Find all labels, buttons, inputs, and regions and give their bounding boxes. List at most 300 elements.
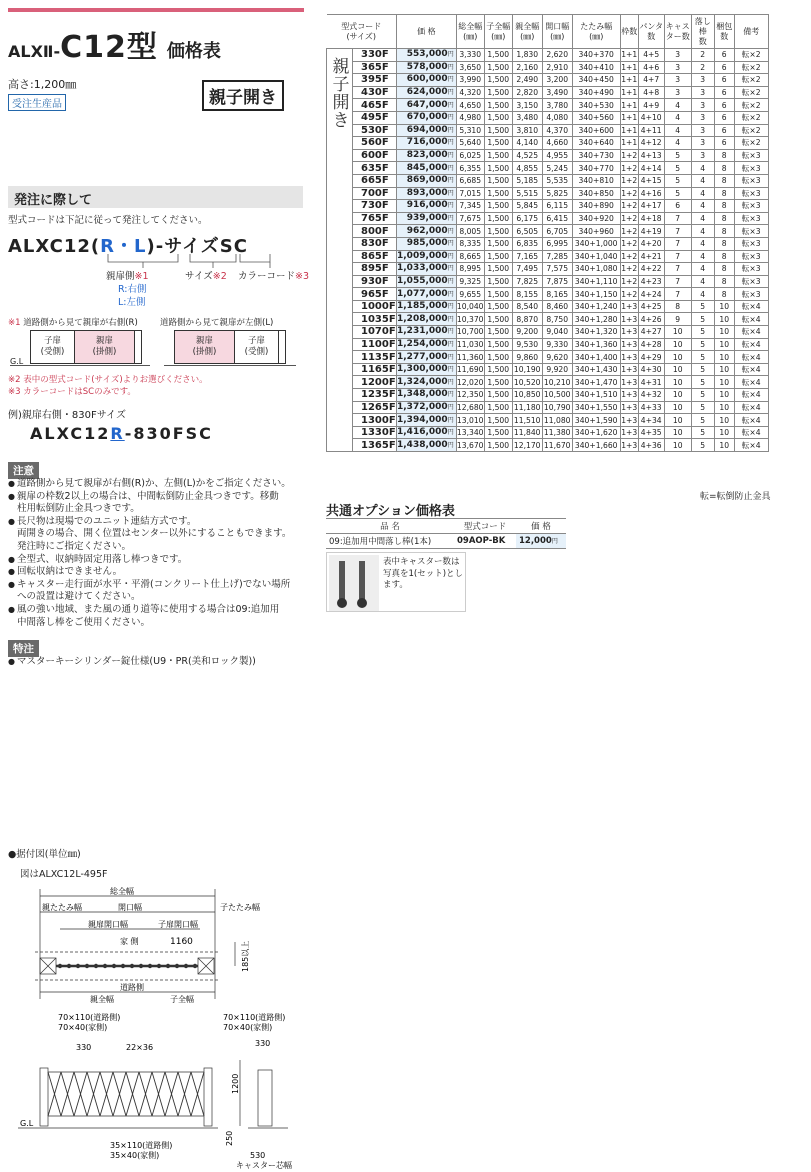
cell-value: 2,490 (512, 74, 542, 87)
cell-code: 1200F (353, 376, 397, 389)
table-row (327, 187, 769, 200)
table-row (327, 351, 769, 364)
cell-value: 1+1 (621, 100, 638, 110)
cell-value: 4+16 (638, 187, 664, 200)
cell-code: 560F (353, 137, 397, 150)
cell-value: 6,025 (456, 149, 484, 162)
annotation-size (185, 268, 227, 282)
plan-parent-width: 親全幅 (90, 995, 114, 1004)
gate-diagram-right (30, 330, 142, 364)
options-title: 共通オプション価格表 (326, 504, 455, 519)
cell-value: 5,535 (542, 174, 572, 187)
pantograph-node (58, 964, 62, 968)
table-row (327, 137, 769, 150)
cell-price (397, 137, 457, 150)
parent-door-cell-l (175, 331, 235, 363)
cell-value: 10 (714, 351, 734, 364)
price-yen: 円 (447, 391, 454, 399)
cell-value: 4+8 (638, 86, 664, 99)
th-caster: キャス ター数 (664, 15, 691, 49)
price-value: 1,185,000 (397, 301, 448, 312)
cell-value: 転×4 (734, 439, 768, 452)
price-yen: 円 (447, 441, 454, 449)
caster-note-box (326, 552, 466, 612)
cell-code: 965F (353, 288, 397, 301)
cell-value: 4,650 (456, 99, 484, 112)
cell-value: 4 (664, 99, 691, 112)
cell-price (397, 225, 457, 238)
cell-value: 5 (691, 351, 714, 364)
cell-value: 8 (714, 174, 734, 187)
cell-value: 1,500 (484, 111, 512, 124)
cell-value: 2,620 (542, 49, 572, 62)
cell-value: 1,500 (484, 401, 512, 414)
cell-price (397, 376, 457, 389)
cell-value: 4,955 (542, 149, 572, 162)
cell-value: 1,500 (484, 351, 512, 364)
cell-value: 5 (691, 376, 714, 389)
parent-door-sub-l: (掛側) (192, 347, 217, 357)
cell-value: 4 (664, 124, 691, 137)
price-yen: 円 (447, 76, 454, 84)
elev-post-a-road: 70×110(道路側) (58, 1013, 121, 1022)
cell-value: 4 (691, 187, 714, 200)
cell-value: 4+11 (638, 124, 664, 137)
cell-value: 1+3 (621, 302, 638, 312)
child-door-sub: (受側) (40, 347, 65, 357)
price-value: 670,000 (406, 112, 448, 123)
example-code (30, 424, 213, 443)
cell-value: 4+34 (638, 414, 664, 427)
table-row (327, 300, 769, 313)
cell-price (397, 200, 457, 213)
cell-value: 10 (664, 389, 691, 402)
cell-value: 340+600 (572, 124, 620, 137)
price-value: 916,000 (406, 200, 448, 211)
child-door-sub-l: (受側) (244, 347, 269, 357)
cell-code: 600F (353, 149, 397, 162)
cell-value: 1+1 (621, 62, 638, 72)
cell-value: 1+1 (621, 50, 638, 60)
plan-view-diagram (30, 884, 300, 1004)
cell-value: 転×3 (734, 149, 768, 162)
cell-value: 10 (664, 351, 691, 364)
price-value: 985,000 (406, 238, 448, 249)
cell-value: 1,500 (484, 338, 512, 351)
cell-value: 7 (664, 288, 691, 301)
options-row (326, 534, 566, 549)
cell-value: 転×3 (734, 200, 768, 213)
vertical-label-cell (327, 49, 353, 452)
pantograph-node (103, 964, 107, 968)
annotation-color (238, 268, 309, 282)
table-row (327, 174, 769, 187)
cell-value: 10,790 (543, 402, 571, 412)
cell-value: 10,520 (513, 377, 541, 387)
cell-value: 1+3 (621, 428, 638, 438)
cell-price (397, 414, 457, 427)
cell-value: 転×3 (734, 162, 768, 175)
cell-code: 1000F (353, 300, 397, 313)
plan-185: 185以上 (241, 940, 250, 972)
cell-value: 8 (714, 162, 734, 175)
price-value: 1,348,000 (397, 389, 448, 400)
price-yen: 円 (447, 315, 454, 323)
cell-value: 7,575 (542, 263, 572, 276)
price-yen: 円 (447, 126, 454, 134)
cell-value: 11,670 (543, 440, 571, 450)
cell-price (397, 326, 457, 339)
cell-value: 8,540 (512, 300, 542, 313)
cell-value: 1+2 (621, 239, 638, 249)
cell-value: 11,510 (513, 415, 541, 425)
pantograph-node (139, 964, 143, 968)
cell-value: 5 (691, 414, 714, 427)
note2: ※2 表中の型式コード(サイズ)よりお選びください。 (8, 375, 208, 385)
table-row (327, 61, 769, 74)
cell-value: 7,285 (542, 250, 572, 263)
opt-th-code: 型式コード (454, 519, 516, 534)
made-to-order-badge: 受注生産品 (8, 94, 66, 111)
pantograph-node (121, 964, 125, 968)
cell-value: 5 (691, 426, 714, 439)
price-yen: 円 (447, 378, 454, 386)
table-row (327, 111, 769, 124)
cell-value: 1+3 (621, 415, 638, 425)
cell-value: 340+560 (572, 111, 620, 124)
price-yen: 円 (447, 189, 454, 197)
price-value: 1,416,000 (397, 427, 448, 438)
price-value: 553,000 (406, 49, 448, 60)
cell-value: 1,500 (484, 86, 512, 99)
th-frames: 枠数 (620, 15, 638, 49)
cell-price (397, 237, 457, 250)
special-list (8, 656, 308, 669)
cell-value: 6 (714, 74, 734, 87)
series-name: ALXⅡ- (8, 42, 61, 61)
price-value: 1,277,000 (397, 351, 448, 362)
cell-value: 4,855 (512, 162, 542, 175)
cell-value: 1,500 (484, 225, 512, 238)
cell-value: 4 (691, 263, 714, 276)
cell-price (397, 363, 457, 376)
cell-value: 10,370 (456, 314, 484, 324)
cell-value: 1,500 (484, 237, 512, 250)
cell-code: 365F (353, 61, 397, 74)
pantograph-node (193, 964, 197, 968)
cell-value: 10,210 (543, 377, 571, 387)
elev-bottom-house: 35×40(家側) (110, 1151, 160, 1160)
cell-value: 1+2 (621, 176, 638, 186)
order-instruction: 型式コードは下記に従って発注してください。 (8, 215, 208, 226)
cell-value: 4+19 (638, 225, 664, 238)
cell-value: 1,500 (484, 187, 512, 200)
code-sc: SC (219, 236, 248, 257)
cell-value: 4+15 (638, 174, 664, 187)
cell-value: 5 (691, 313, 714, 326)
cell-value: 1,500 (484, 414, 512, 427)
table-row (327, 363, 769, 376)
elev-330b: 330 (255, 1039, 271, 1048)
cell-value: 3 (691, 137, 714, 150)
cell-code: 800F (353, 225, 397, 238)
cell-value: 8 (714, 225, 734, 238)
cell-value: 1+3 (621, 327, 638, 337)
cell-value: 8 (714, 212, 734, 225)
plan-folded-child: 子たたみ幅 (220, 903, 260, 912)
th-notes: 備考 (734, 15, 768, 49)
cell-value: 7,165 (512, 250, 542, 263)
model-suffix: 型 (126, 30, 157, 65)
cell-value: 1,500 (484, 162, 512, 175)
cell-value: 10 (664, 401, 691, 414)
cell-value: 1,500 (484, 288, 512, 301)
note1-right-text: 道路側から見て親扉が右側(R) (23, 318, 138, 328)
price-value: 694,000 (406, 124, 448, 135)
caution-item: ● 親扉の枠数2以上の場合は、中間転倒防止金具つきです。移動 (8, 491, 308, 504)
cell-value: 1,830 (512, 49, 542, 62)
example-code-pre: ALXC12 (30, 424, 111, 443)
cell-value: 9,200 (512, 326, 542, 339)
price-value: 647,000 (406, 99, 448, 110)
cell-code: 1300F (353, 414, 397, 427)
cell-value: 転×4 (734, 376, 768, 389)
price-value: 962,000 (406, 225, 448, 236)
cell-price (397, 275, 457, 288)
cell-value: 転×3 (734, 237, 768, 250)
cell-price (397, 288, 457, 301)
cell-value: 10,850 (513, 390, 541, 400)
plan-opening: 開口幅 (118, 903, 142, 912)
parent-door-sub: (掛側) (92, 347, 117, 357)
cell-value: 340+1,400 (572, 351, 620, 364)
pantograph-node (112, 964, 116, 968)
cell-value: 5 (691, 363, 714, 376)
cell-value: 340+1,150 (572, 288, 620, 301)
cell-price (397, 187, 457, 200)
cell-value: 転×4 (734, 363, 768, 376)
cell-value: 1+1 (621, 125, 638, 135)
cell-value: 6 (714, 61, 734, 74)
cell-value: 3,480 (512, 111, 542, 124)
cell-value: 340+770 (572, 162, 620, 175)
cell-code: 1070F (353, 326, 397, 339)
cell-value: 4+9 (638, 99, 664, 112)
price-value: 1,033,000 (397, 263, 448, 274)
price-yen: 円 (447, 416, 454, 424)
cell-value: 4+31 (638, 376, 664, 389)
cell-value: 12,350 (456, 390, 484, 400)
cell-value: 4+5 (638, 49, 664, 62)
cell-price (397, 149, 457, 162)
cell-value: 1+1 (621, 88, 638, 98)
cell-value: 1,500 (484, 99, 512, 112)
cell-value: 7 (664, 250, 691, 263)
price-yen: 円 (447, 403, 454, 411)
th-packages: 梱包 数 (714, 15, 734, 49)
annotation-l: L:左側 (118, 297, 146, 308)
elev-post-a-house: 70×40(家側) (58, 1023, 108, 1032)
cell-value: 2,160 (512, 61, 542, 74)
cell-value: 10 (714, 313, 734, 326)
cell-value: 転×2 (734, 111, 768, 124)
cell-value: 12,680 (456, 402, 484, 412)
table-footnote: 転=転倒防止金具 (700, 492, 771, 502)
cell-value: 13,670 (456, 440, 484, 450)
cell-value: 1,500 (484, 326, 512, 339)
cell-price (397, 174, 457, 187)
cell-value: 4+6 (638, 61, 664, 74)
cell-value: 11,030 (456, 339, 484, 349)
price-value: 600,000 (406, 74, 448, 85)
price-value: 1,394,000 (397, 414, 448, 425)
cell-value: 340+490 (572, 86, 620, 99)
price-yen: 円 (447, 164, 454, 172)
price-yen: 円 (447, 177, 454, 185)
cell-value: 転×2 (734, 49, 768, 62)
price-yen: 円 (447, 353, 454, 361)
cell-price (397, 439, 457, 452)
table-row (327, 313, 769, 326)
parent-side-mark: ※1 (134, 271, 149, 282)
cell-value: 6,175 (512, 212, 542, 225)
plan-folded-parent: 親たたみ幅 (42, 903, 82, 912)
cell-value: 1,500 (484, 137, 512, 150)
cell-value: 4,525 (512, 149, 542, 162)
cell-value: 2,910 (542, 61, 572, 74)
cell-value: 転×3 (734, 288, 768, 301)
cell-value: 3,990 (456, 74, 484, 87)
diagram-title: ●据付図(単位㎜) (8, 849, 81, 860)
cell-value: 10 (714, 300, 734, 313)
code-paren-close: ) (146, 236, 156, 257)
cell-value: 3 (691, 99, 714, 112)
cell-value: 5 (664, 149, 691, 162)
cell-value: 4+7 (638, 74, 664, 87)
cell-value: 転×4 (734, 401, 768, 414)
price-table-label: 価格表 (166, 41, 221, 62)
cell-value: 340+1,080 (572, 263, 620, 276)
cell-value: 11,840 (513, 428, 541, 438)
table-row (327, 74, 769, 87)
example-code-post: -830FSC (124, 424, 213, 443)
cell-code: 1235F (353, 389, 397, 402)
cell-value: 8,665 (456, 250, 484, 263)
cell-value: 8 (714, 237, 734, 250)
caster-note-text: 表中キャスター数は写真を1(セット)とします。 (383, 557, 464, 590)
price-yen: 円 (447, 63, 454, 71)
cell-value: 3 (664, 86, 691, 99)
cell-value: 10,040 (456, 302, 484, 312)
child-door-cell-l (235, 331, 279, 363)
price-value: 845,000 (406, 162, 448, 173)
th-opening: 開口幅 (㎜) (542, 15, 572, 49)
cell-code: 1330F (353, 426, 397, 439)
cell-value: 5 (664, 174, 691, 187)
cell-value: 10 (714, 439, 734, 452)
cell-value: 1+3 (621, 377, 638, 387)
cell-price (397, 401, 457, 414)
cell-value: 4+36 (638, 439, 664, 452)
cell-value: 1+3 (621, 390, 638, 400)
cell-value: 1,500 (484, 49, 512, 62)
cell-value: 340+410 (572, 61, 620, 74)
cell-value: 11,380 (543, 428, 571, 438)
cell-value: 340+960 (572, 225, 620, 238)
cell-value: 3 (691, 124, 714, 137)
pantograph-node (130, 964, 134, 968)
cell-value: 2 (691, 61, 714, 74)
th-price: 価 格 (397, 15, 457, 49)
cell-value: 11,360 (456, 352, 484, 362)
cell-price (397, 124, 457, 137)
cell-price (397, 212, 457, 225)
table-row (327, 338, 769, 351)
cell-value: 10 (714, 389, 734, 402)
cell-value: 10 (664, 338, 691, 351)
price-value: 823,000 (406, 150, 448, 161)
cell-value: 340+1,000 (572, 237, 620, 250)
cell-value: 4+22 (638, 263, 664, 276)
cell-value: 340+1,510 (572, 389, 620, 402)
cell-value: 340+1,110 (572, 275, 620, 288)
gl-label-a: G.L (10, 357, 24, 366)
cell-value: 4+13 (638, 149, 664, 162)
th-parent: 親全幅 (㎜) (512, 15, 542, 49)
cell-value: 1+1 (621, 113, 638, 123)
table-row (327, 389, 769, 402)
cell-code: 700F (353, 187, 397, 200)
caster-photo (329, 555, 379, 611)
cell-value: 4+29 (638, 351, 664, 364)
price-value: 939,000 (406, 213, 448, 224)
table-row (327, 426, 769, 439)
table-row (327, 225, 769, 238)
cell-value: 4 (664, 111, 691, 124)
cell-value: 6 (714, 99, 734, 112)
pantograph-node (85, 964, 89, 968)
special-item: ● マスターキーシリンダー錠仕様(U9・PR(美和ロック製)) (8, 656, 308, 669)
cell-value: 5,245 (542, 162, 572, 175)
cell-value: 転×2 (734, 124, 768, 137)
cell-value: 4+28 (638, 338, 664, 351)
cell-code: 465F (353, 99, 397, 112)
cell-value: 4 (691, 250, 714, 263)
table-row (327, 124, 769, 137)
price-yen: 円 (447, 340, 454, 348)
cell-value: 1,500 (484, 212, 512, 225)
cell-value: 4+20 (638, 237, 664, 250)
cell-value: 1+2 (621, 226, 638, 236)
parent-side-text: 親扉側 (106, 271, 135, 282)
price-yen: 円 (447, 202, 454, 210)
cell-value: 10 (664, 426, 691, 439)
price-value: 893,000 (406, 187, 448, 198)
cell-value: 10 (714, 363, 734, 376)
cell-value: 5 (691, 389, 714, 402)
cell-price (397, 313, 457, 326)
plan-road-side: 道路側 (120, 983, 144, 992)
cell-value: 340+370 (572, 49, 620, 62)
parent-door-label-l: 親扉 (195, 336, 213, 346)
cell-value: 340+920 (572, 212, 620, 225)
cell-value: 10,500 (543, 390, 571, 400)
cell-value: 転×4 (734, 414, 768, 427)
cell-value: 転×3 (734, 174, 768, 187)
cell-price (397, 300, 457, 313)
cell-value: 340+530 (572, 99, 620, 112)
cell-code: 665F (353, 174, 397, 187)
